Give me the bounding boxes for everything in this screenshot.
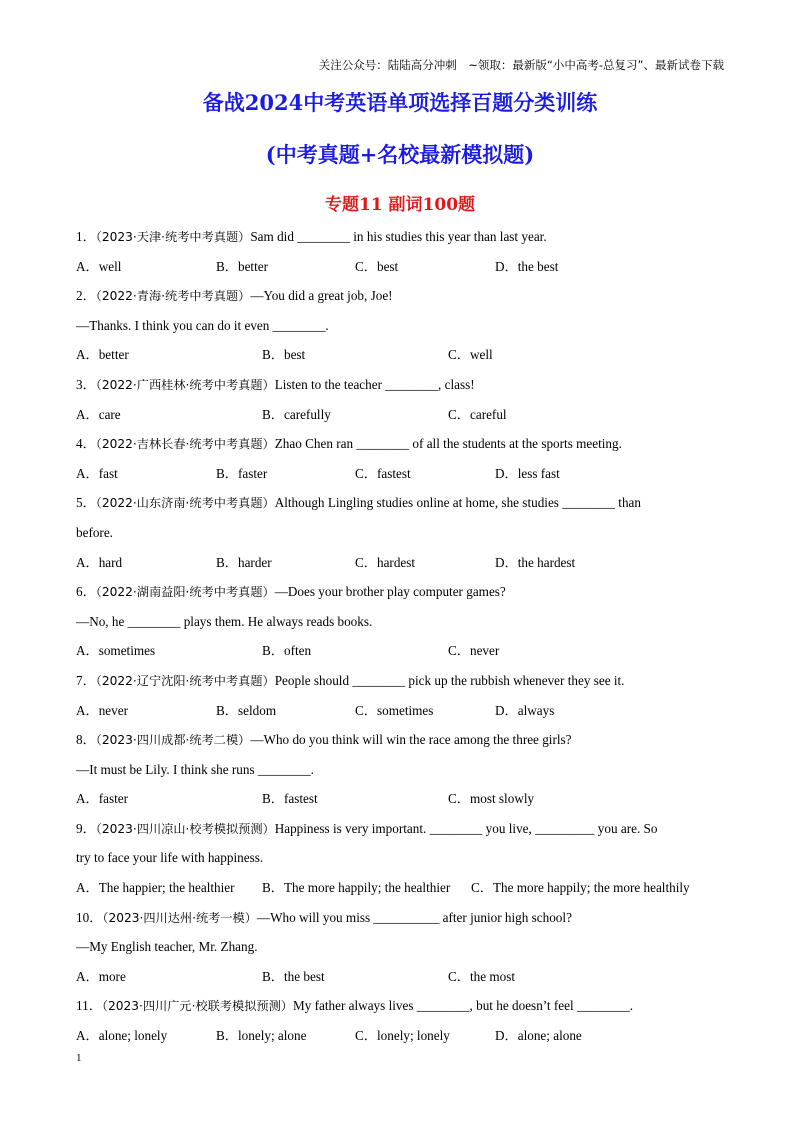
question-number: 11．: [76, 998, 102, 1014]
option-a: A．more: [76, 968, 126, 984]
option-c: C．hardest: [355, 554, 416, 570]
option-b: B．faster: [216, 465, 268, 481]
question-stem: —Who will you miss __________ after junior high school?: [256, 909, 572, 925]
options-row: [76, 873, 726, 903]
question-5: [76, 488, 726, 518]
option-a: A．care: [76, 406, 121, 422]
option-a: A．The happier; the healthier: [76, 880, 235, 896]
question-number: 1．: [76, 229, 96, 244]
option-a: A．sometimes: [76, 643, 156, 659]
question-stem: —Does your brother play computer games?: [274, 584, 506, 600]
option-c: C．fastest: [355, 465, 411, 481]
header-promo-note: 关注公众号：陆陆高分冲刺 ~领取：最新版“小中高考-总复习”、最新试卷下载: [318, 58, 724, 72]
question-stem-cont: —My English teacher, Mr. Zhang.: [76, 939, 258, 955]
question-stem: Zhao Chen ran ________ of all the students at the sports meeting.: [274, 436, 622, 452]
option-b: B．harder: [216, 554, 272, 570]
question-continuation: [76, 518, 726, 548]
question-4: [76, 429, 726, 459]
question-number: 5．: [76, 495, 96, 511]
question-stem: —You did a great job, Joe!: [250, 288, 393, 304]
question-source: （2022·辽宁沈阳·统考中考真题）: [95, 673, 275, 688]
question-source: （2022·湖南益阳·统考中考真题）: [95, 585, 275, 600]
question-stem-cont: try to face your life with happiness.: [76, 850, 264, 866]
question-stem: —Who do you think will win the race among the three girls?: [250, 732, 572, 748]
question-10: [76, 903, 726, 933]
option-c: C．never: [448, 643, 500, 659]
option-b: B．often: [262, 643, 312, 659]
options-row: [76, 252, 726, 282]
option-b: B．The more happily; the healthier: [262, 880, 451, 896]
option-a: A．better: [76, 347, 129, 363]
options-row: [76, 548, 726, 578]
question-number: 4．: [76, 436, 96, 452]
question-continuation: [76, 843, 726, 873]
option-a: A．hard: [76, 554, 123, 570]
question-6: [76, 577, 726, 607]
document-title: 备战2024中考英语单项选择百题分类训练: [202, 90, 598, 115]
question-stem: People should ________ pick up the rubbish whenever they see it.: [274, 672, 625, 688]
question-source: （2023·四川达州·统考一模）: [102, 910, 257, 925]
option-c: C．most slowly: [448, 791, 535, 807]
option-b: B．seldom: [216, 702, 277, 718]
option-c: C．lonely; lonely: [355, 1028, 450, 1044]
options-row: [76, 784, 726, 814]
question-stem: Listen to the teacher ________, class!: [274, 376, 475, 392]
option-c: C．sometimes: [355, 702, 434, 718]
options-row: [76, 696, 726, 726]
question-source: （2022·山东济南·统考中考真题）: [95, 496, 275, 511]
option-b: B．better: [216, 258, 269, 274]
question-source: （2023·天津·统考中考真题）: [95, 230, 251, 244]
question-stem-cont: —No, he ________ plays them. He always reads books.: [76, 613, 373, 629]
question-source: （2022·广西桂林·统考中考真题）: [95, 377, 275, 392]
option-d: D．alone; alone: [495, 1028, 582, 1044]
question-9: [76, 814, 726, 844]
page-number: 1: [76, 1052, 82, 1064]
option-a: A．faster: [76, 791, 128, 807]
question-2: [76, 281, 726, 311]
question-stem: Happiness is very important. ________ you live, _________ you are. So: [274, 820, 658, 836]
question-number: 3．: [76, 376, 96, 392]
question-continuation: [76, 755, 726, 785]
document-title-sub: (中考真题+名校最新模拟题): [265, 142, 535, 167]
option-d: D．less fast: [495, 465, 560, 481]
question-stem-cont: —It must be Lily. I think she runs ________.: [76, 761, 314, 777]
question-7: [76, 666, 726, 696]
option-d: D．the best: [495, 258, 559, 274]
question-continuation: [76, 607, 726, 637]
question-11: [76, 991, 726, 1021]
options-row: [76, 400, 726, 430]
question-number: 10．: [76, 909, 103, 925]
options-row: [76, 459, 726, 489]
question-number: 2．: [76, 288, 96, 304]
question-3: [76, 370, 726, 400]
options-row: [76, 962, 726, 992]
option-c: C．well: [448, 347, 493, 363]
options-row: [76, 636, 726, 666]
options-row: [76, 1021, 726, 1051]
option-a: A．fast: [76, 465, 118, 481]
question-number: 7．: [76, 672, 96, 688]
option-b: B．carefully: [262, 406, 331, 422]
option-c: C．the most: [448, 968, 516, 984]
question-number: 6．: [76, 584, 96, 600]
question-continuation: [76, 311, 726, 341]
options-row: [76, 340, 726, 370]
option-a: A．well: [76, 258, 122, 274]
question-stem: Although Lingling studies online at home, she studies ________ than: [274, 495, 641, 511]
option-c: C．best: [355, 258, 399, 274]
question-stem: My father always lives ________, but he doesn’t feel ________.: [293, 998, 634, 1014]
question-8: [76, 725, 726, 755]
option-c: C．The more happily; the more healthily: [471, 880, 690, 896]
option-b: B．fastest: [262, 791, 318, 807]
question-source: （2022·青海·统考中考真题）: [95, 289, 251, 304]
question-stem: Sam did ________ in his studies this year than last year.: [250, 229, 547, 244]
option-c: C．careful: [448, 406, 507, 422]
question-stem-cont: before.: [76, 524, 113, 540]
option-d: D．always: [495, 702, 555, 718]
option-a: A．never: [76, 702, 128, 718]
question-number: 9．: [76, 820, 96, 836]
question-1: [76, 222, 726, 252]
question-source: （2023·四川广元·校联考模拟预测）: [101, 999, 293, 1014]
option-a: A．alone; lonely: [76, 1028, 168, 1044]
question-list: [76, 222, 726, 1051]
question-source: （2023·四川成都·统考二模）: [95, 733, 251, 748]
option-b: B．best: [262, 347, 306, 363]
question-number: 8．: [76, 732, 96, 748]
question-source: （2023·四川凉山·校考模拟预测）: [95, 821, 275, 836]
option-b: B．the best: [262, 968, 325, 984]
section-heading: 专题11 副词100题: [324, 195, 476, 215]
option-d: D．the hardest: [495, 554, 576, 570]
question-continuation: [76, 932, 726, 962]
option-b: B．lonely; alone: [216, 1028, 307, 1044]
question-stem-cont: —Thanks. I think you can do it even ________.: [76, 317, 329, 333]
question-source: （2022·吉林长春·统考中考真题）: [95, 437, 275, 452]
